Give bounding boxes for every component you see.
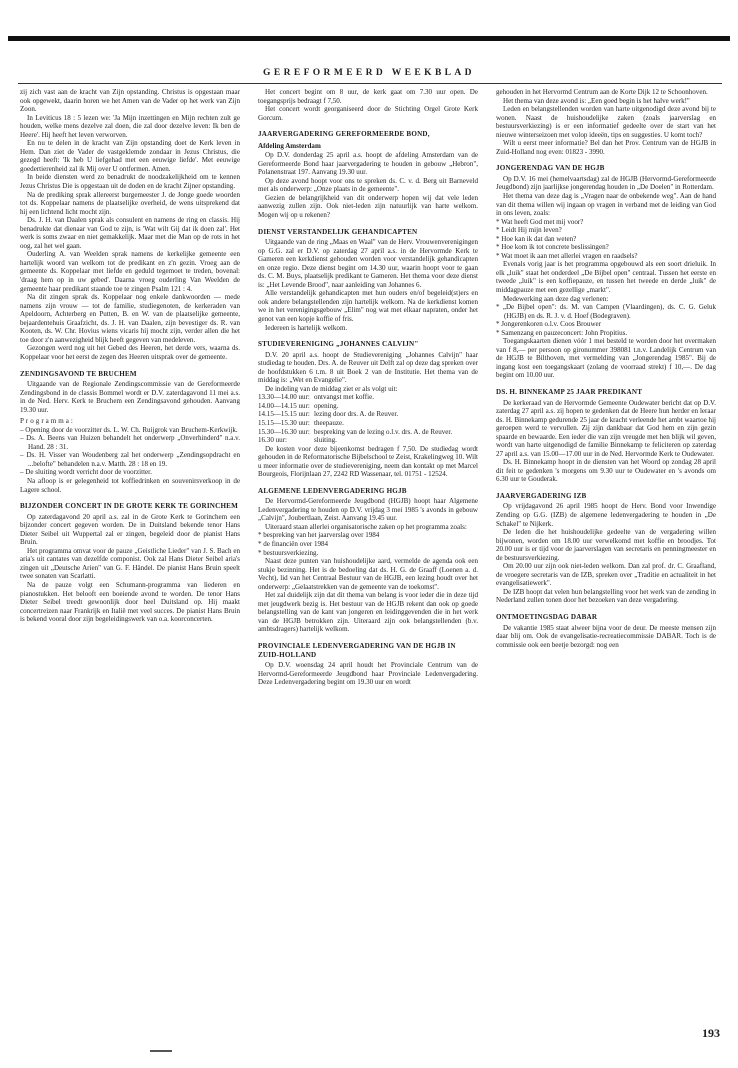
list-item: * Jongerenkoren o.l.v. Coos Brouwer — [496, 320, 602, 329]
list-item: * Samenzang en pauzeconcert: John Propitius. — [496, 328, 628, 337]
list-item: * Hoe kom ik tot concrete beslissingen? — [496, 243, 609, 252]
paragraph: Op D.V. donderdag 25 april a.s. hoopt de afdeling Amsterdam van de Gereformeerde Bond haar jaarvergadering te houden in gebouw „Hebron", Polanenstraat 197. Aanvang 19.30 uur. — [258, 151, 478, 177]
paragraph: Gezongen werd nog uit het Gebed des Heeren, het derde vers, waarna ds. Koppelaar voor het eerst de zegen des Heeren uitsprak over de gemeente. — [20, 344, 240, 361]
paragraph: Medewerking aan deze dag verlenen: — [503, 294, 609, 303]
table-row — [258, 393, 478, 402]
paragraph: Ouderling A. van Weelden sprak namens de kerkelijke gemeente een hartelijk woord van welkom tot de predikant en z'n gezin. Vroeg aan de gemeente ds. Koppelaar met liefde en geduld tegemoet te treden, bovenal: 'draag hem op in uw gebed'. Daarna vroeg ouderling Van Weelden de gemeente haar predikant staande toe te zingen Psalm 121 : 4. — [20, 250, 240, 293]
header-rule — [18, 83, 722, 84]
paragraph: Op vrijdagavond 26 april 1985 hoopt de Herv. Bond voor Inwendige Zending op G.G. (IZB) de algemene ledenvergadering te houden in „De Schakel" te Nijkerk. — [496, 502, 716, 528]
program-list — [20, 426, 240, 477]
article-heading: ZENDINGSAVOND TE BRUCHEM — [20, 369, 137, 378]
list-item: – Opening door de voorzitter ds. L. W. Ch. Ruijgrok van Bruchem-Kerkwijk. — [20, 425, 238, 434]
paragraph: Het thema van deze avond is: „Een goed begin is het halve werk!" — [503, 96, 690, 105]
paragraph: Naast deze punten van huishoudelijke aard, vermelde de agenda ook een stukje bezinning. Het is de bedoeling dat ds. H. G. de Graaff (Loenen a. d. Vecht), lid van het Centraal Bestuur van de HGJB, een lezing houdt over het onderwerp: „Gelaatstrekken van de gemeente van de toekomst". — [258, 557, 478, 591]
paragraph: Na de pauze volgt een Schumann-programma van liederen en pianostukken. Het belooft een boeiende avond te worden. De tenor Hans Dieter Seibel treedt gewoonlijk door heel Duitsland op. Hij maakt concertreizen naar Frankrijk en Italië met veel succes. De pianist Hans Bruin is bekend vooral door zijn begeleidingswerk van o.a. koorconcerten. — [20, 580, 240, 624]
article-subheading: Afdeling Amsterdam — [258, 141, 321, 150]
paragraph: Uiteraard staan allerlei organisatorische zaken op het programma zoals: — [265, 522, 467, 531]
schedule-time: 15.30—16.30 uur: — [258, 427, 310, 436]
paragraph: Ds. J. H. van Daalen sprak als consulent en namens de ring en classis. Hij benadrukte dat dienaar van God te zijn, is 'Wat wilt Gij dat ik doen zal'. Het werk is soms zwaar en niet gemakkelijk. Maar met die Man op de rots in het oog, zal het wel gaan. — [20, 216, 240, 250]
schedule-table — [258, 393, 478, 444]
paragraph: D.V. 20 april a.s. hoopt de Studievereniging „Johannes Calvijn" haar studiedag te houden. Drs. A. de Reuver uit Delft zal op deze dag spreken over de hoofdstukken 6 t.m. 8 uit Boek 2 van de Institutie. Het thema van de middag is: „Wet en Evangelie". — [258, 350, 478, 385]
schedule-time: 14.15—15.15 uur: — [258, 410, 310, 419]
schedule-time: 15.15—15.30 uur: — [258, 418, 310, 427]
paragraph: Wilt u eerst meer informatie? Bel dan het Prov. Centrum van de HGJB in Zuid-Holland nog even: 01823 - 3990. — [496, 139, 716, 156]
paragraph: Op D.V. 16 mei (hemelvaartsdag) zal de HGJB (Hervormd-Gereformeerde Jeugdbond) zijn jaarlijkse jongerendag houden in „De Doelen" in Rotterdam. — [496, 174, 716, 192]
paragraph: Gezien de belangrijkheid van dit onderwerp hopen wij dat vele leden aanwezig zullen zijn. Ook niet-leden zijn natuurlijk van harte welkom. Mogen wij op u rekenen? — [258, 193, 478, 220]
article-heading: JAARVERGADERING IZB — [496, 491, 587, 500]
contributor-list — [496, 303, 716, 337]
list-item: – Ds. A. Beens van Huizen behandelt het onderwerp „Onverhinderd" n.a.v. Hand. 28 : 31. — [20, 434, 240, 451]
paragraph: De kerkeraad van de Hervormde Gemeente Oudewater bericht dat op D.V. zaterdag 27 april a.s. zij hopen te gedenken dat de Heere hun herder en leraar ds. H. Binnekamp gedurende 25 jaar de kracht verleende het ambt waartoe hij geroepen werd te vervullen. Zij zijn dankbaar dat God hem en zijn gezin spaarde en bewaarde. Een ieder die van zijn vreugde met hen blijk wil geven, wordt van harte uitgenodigd de familie Binnekamp te feliciteren op zaterdag 27 april a.s. van 15.00—17.00 uur in de Ned. Hervormde Kerk te Oudewater. — [496, 398, 716, 458]
list-item: * Wat heeft God met mij voor? — [496, 217, 584, 226]
paragraph: In beide diensten werd zo benadrukt de noodzakelijkheid om te kennen Jezus Christus Die is opgestaan uit de doden en de kracht Zijner opstanding. — [20, 173, 240, 191]
paragraph: Evenals vorig jaar is het programma opgebouwd als een soort drieluik. In elk „luik" staat het onderdeel „De Bijbel open" centraal. Tussen het eerste en tweede „luik" is een koffiepauze, en tussen het tweede en derde „luik" de middagpauze met een gezellige „markt". — [496, 260, 716, 294]
paragraph: Leden en belangstellenden worden van harte uitgenodigd deze avond bij te wonen. Naast de huishoudelijke zaken (zoals jaarverslag en bestuursverkiezing) is er een informatief gedeelte over de start van het nieuwe winterseizoen met volop ideeën, tips en suggesties. U komt toch? — [496, 105, 716, 139]
list-item: – De sluiting wordt verricht door de voorzitter. — [20, 468, 152, 477]
page-number: 193 — [702, 1026, 720, 1040]
article-heading: DS. H. BINNEKAMP 25 JAAR PREDIKANT — [496, 388, 643, 396]
paragraph: Na dit zingen sprak ds. Koppelaar nog enkele dankwoorden — mede namens zijn vrouw — tot de familie, studiegenoten, de kerkeraden van Apeldoorn, Achterberg en Putten, B. en W. van de plaatselijke gemeente, bejaardentehuis Graafzicht, ds. J. H. van Daalen, zijn bevestiger ds. R. van Kooten, ds. W. Chr. Hovius wiens vicaris hij mocht zijn, verder allen die het toe door z'n aanwezigheid blijk heeft gegeven van medeleven. — [20, 293, 240, 344]
paragraph: Op deze avond hoopt voor ons te spreken ds. C. v. d. Berg uit Barneveld met als onderwerp: „Onze plaats in de gemeente". — [258, 176, 478, 194]
article-heading: PROVINCIALE LEDENVERGADERING VAN DE HGJB IN ZUID-HOLLAND — [258, 642, 456, 659]
paragraph: zij zich vast aan de kracht van Zijn opstanding. Christus is opgestaan maar ook opgewekt, daarin horen we het Amen van de Vader op het werk van Zijn Zoon. — [20, 88, 240, 114]
agenda-list — [258, 531, 478, 557]
list-item: – Ds. H. Visser van Woudenberg zal het onderwerp „Zendingsopdracht en ...belofte" behandelen n.a.v. Matth. 28 : 18 en 19. — [20, 451, 240, 468]
scan-mark — [150, 1050, 172, 1052]
column-2 — [258, 88, 478, 687]
schedule-item: sluiting. — [314, 436, 337, 445]
paragraph: Op D.V. woensdag 24 april houdt het Provinciale Centrum van de Hervormd-Gereformeerde Jeugdbond haar Provinciale Ledenvergadering. Deze Ledenvergadering begint om 19.30 uur en wordt — [258, 661, 478, 687]
paragraph: Uitgaande van de ring „Maas en Waal" van de Herv. Vrouwenverenigingen op G.G. zal er D.V. op zaterdag 27 april a.s. in de Hervormde Kerk te Gameren een kerkdienst gehouden worden voor verstandelijk gehandicapten en onze regio. Deze dienst begint om 14.30 uur, waarin hoopt voor te gaan ds. C. M. Buys, plaatselijk predikant te Gameren. Het thema voor deze dienst is: „Het Levende Brood", naar aanleiding van Johannes 6. — [258, 238, 478, 289]
schedule-item: opening. — [314, 401, 339, 410]
schedule-item: theepauze. — [314, 418, 344, 427]
column-1 — [20, 88, 240, 624]
article-heading: STUDIEVERENIGING „JOHANNES CALVIJN" — [258, 340, 419, 349]
list-item: * bestuursverkiezing. — [258, 548, 319, 557]
paragraph: Ds. H. Binnekamp hoopt in de diensten van het Woord op zondag 28 april dit feit te gedenken 's morgens om 9.30 uur te Oudewater en 's avonds om 6.30 uur te Gouderak. — [496, 458, 716, 484]
paragraph: Na afloop is er gelegenheid tot koffiedrinken en souvenirsverkoop in de Lagere school. — [20, 477, 240, 494]
table-row — [258, 428, 478, 437]
paragraph: De Hervormd-Gereformeerde Jeugdbond (HGJB) hoopt haar Algemene Ledenvergadering te houden op D.V. vrijdag 3 mei 1985 's avonds in gebouw „Calvijn", Joubertlaan, Zeist. Aanvang 19.45 uur. — [258, 497, 478, 523]
paragraph: De indeling van de middag ziet er als volgt uit: — [265, 384, 398, 393]
article-heading: DIENST VERSTANDELIJK GEHANDICAPTEN — [258, 227, 418, 236]
schedule-time: 16.30 uur: — [258, 436, 287, 445]
paragraph: Het thema van deze dag is „Vragen naar de onbekende weg". Aan de hand van dit thema willen wij ingaan op vragen in verband met de leiding van God in ons leven, zoals: — [496, 191, 716, 218]
table-row — [258, 410, 478, 419]
paragraph: Iedereen is hartelijk welkom. — [265, 323, 348, 332]
schedule-time: 13.30—14.00 uur: — [258, 393, 310, 402]
table-row — [258, 402, 478, 411]
paragraph: Op zaterdagavond 20 april a.s. zal in de Grote Kerk te Gorinchem een bijzonder concert gegeven worden. De in Duitsland bekende tenor Hans Dieter Seibel uit Wuppertal zal er zingen, begeleid door de pianist Hans Bruin. — [20, 512, 240, 547]
paragraph: Het concert wordt georganiseerd door de Stichting Orgel Grote Kerk Gorcum. — [258, 105, 478, 122]
paragraph: De IZB hoopt dat velen hun belangstelling voor het werk van de zending in Nederland zullen tonen door het bezoeken van deze vergadering. — [496, 587, 716, 605]
paragraph: Alle verstandelijk gehandicapten met hun ouders en/of begeleid(st)ers en ook andere belangstellenden zijn hartelijk welkom. Na de kerkdienst komen we in het verenigingsgebouw „Elim" nog wat met elkaar napraten, onder het genot van een kopje koffie of fris. — [258, 289, 478, 323]
paragraph: gehouden in het Hervormd Centrum aan de Korte Dijk 12 te Schoonhoven. — [496, 88, 708, 96]
list-item: * Leidt Hij mijn leven? — [496, 226, 562, 235]
masthead-title: GEREFORMEERD WEEKBLAD — [263, 68, 475, 78]
paragraph: Toegangskaarten dienen vóór 1 mei besteld te worden door het overmaken van f 8,— per persoon op gironummer 398081 t.n.v. Landelijk Centrum van de HGJB te Bilthoven, met vermelding van „Jongerendag 1985". Bij de ingang kost een toegangskaart (zolang de voorraad strekt) f 10,—. De dag begint om 10.00 uur. — [496, 337, 716, 380]
paragraph: De vakantie 1985 staat alweer bijna voor de deur. De meeste mensen zijn daar blij om. Ook de evangelisatie-recreatiecommissie DABAR. Toch is de commissie ook een beetje bezorgd: nog een — [496, 623, 716, 649]
paragraph: De leden die het huishoudelijke gedeelte van de vergadering willen bijwonen, worden om 18.00 uur verwelkomd met koffie en broodjes. Tot 20.00 uur is er tijd voor de jaarverslagen van secretaris en penningmeester en de bestuursverkiezing. — [496, 528, 716, 562]
paragraph: Om 20.00 uur zijn ook niet-leden welkom. Dan zal prof. dr. C. Graafland, de vroegere secretaris van de IZB, spreken over „Traditie en actualiteit in het evangelisatiewerk". — [496, 562, 716, 588]
table-row — [258, 436, 478, 445]
list-item: * Wat moet ik aan met allerlei vragen en raadsels? — [496, 251, 638, 260]
paragraph: Het zal duidelijk zijn dat dit thema van belang is voor ieder die in deze tijd met jeugdwerk bezig is. Het bestuur van de HGJB rekent dan ook op goede belangstelling van de kant van jongeren en leidinggevenden die in het werk van de HGJB betrokken zijn. Uiteraard zijn ook belangstellenden (b.v. ambtsdragers) hartelijk welkom. — [258, 591, 478, 634]
article-heading: ALGEMENE LEDENVERGADERING HGJB — [258, 486, 407, 495]
question-list — [496, 218, 716, 261]
paragraph: In Leviticus 18 : 5 lezen we: 'Ja Mijn inzettingen en Mijn rechten zult ge houden, welke mens dezelve zal doen, die zal door dezelve leven: Ik ben de Heere'. Hij heeft het leven verworven. — [20, 113, 240, 139]
program-label: Programma: — [20, 417, 75, 426]
table-row — [258, 419, 478, 428]
paragraph: Na de prediking sprak allereerst burgemeester J. de Jonge goede woorden tot ds. Koppelaar namens de plaatselijke overheid, de wens uitsprekend dat hij een lichtend licht mocht zijn. — [20, 190, 240, 216]
list-item: * de financiën over 1984 — [258, 540, 329, 549]
article-heading: ONTMOETINGSDAG DABAR — [496, 613, 598, 622]
column-3 — [496, 88, 716, 649]
list-item: * „De Bijbel open": ds. M. van Campen (Vlaardingen), ds. C. G. Geluk (HGJB) en ds. R. J. v. d. Hoef (Bodegraven). — [496, 303, 716, 320]
list-item: * bespreking van het jaarverslag over 1984 — [258, 531, 380, 540]
schedule-item: ontvangst met koffie. — [314, 393, 374, 402]
paragraph: De kosten voor deze bijeenkomst bedragen f 7,50. De studiedag wordt gehouden in de Reformatorische Bijbelschool te Zeist, Krakelingweg 10. Wilt u meer informatie over de studievereniging, neem dan kontakt op met Marcel Bourgeois, Florijnlaan 27, 2242 RD Wassenaar, tel. 01751 - 12524. — [258, 444, 478, 479]
article-heading: BIJZONDER CONCERT IN DE GROTE KERK TE GORINCHEM — [20, 502, 238, 511]
paragraph: Het concert begint om 8 uur, de kerk gaat om 7.30 uur open. De toegangsprijs bedraagt f 7,50. — [258, 88, 478, 105]
schedule-time: 14.00—14.15 uur: — [258, 401, 310, 410]
article-heading: JONGERENDAG VAN DE HGJB — [496, 164, 605, 173]
paragraph: Uitgaande van de Regionale Zendingscommissie van de Gereformeerde Zendingsbond in de classis Bommel wordt er D.V. zaterdagavond 11 mei a.s. in de Ned. Herv. Kerk te Bruchem een Zendingsavond gehouden. Aanvang 19.30 uur. — [20, 380, 240, 414]
paragraph: Het programma omvat voor de pauze „Geistliche Lieder" van J. S. Bach en aria's uit cantates van dezelfde componist. Ook zal Hans Dieter Seibel aria's zingen uit „Deutsche Arien" van G. F. Händel. De pianist Hans Bruin speelt twee sonaten van Scarlatti. — [20, 546, 240, 581]
top-border-bar — [8, 36, 730, 41]
schedule-item: bespreking van de lezing o.l.v. drs. A. de Reuver. — [314, 427, 453, 436]
schedule-item: lezing door drs. A. de Reuver. — [314, 410, 399, 419]
list-item: * Hoe kan ik dat dan weten? — [496, 234, 577, 243]
article-heading: JAARVERGADERING GEREFORMEERDE BOND, — [258, 130, 430, 139]
paragraph: En nu te delen in de kracht van Zijn opstanding doet de Kerk leven in Hem. Dan ziet de Vader de vastgeklemde zondaar in Jezus Christus, die gezegd heeft: 'Ik heb U liefgehad met een eeuwige liefde'. Met eeuwige goedertierenheid zal ik Mij over U ontfermen. Amen. — [20, 139, 240, 173]
